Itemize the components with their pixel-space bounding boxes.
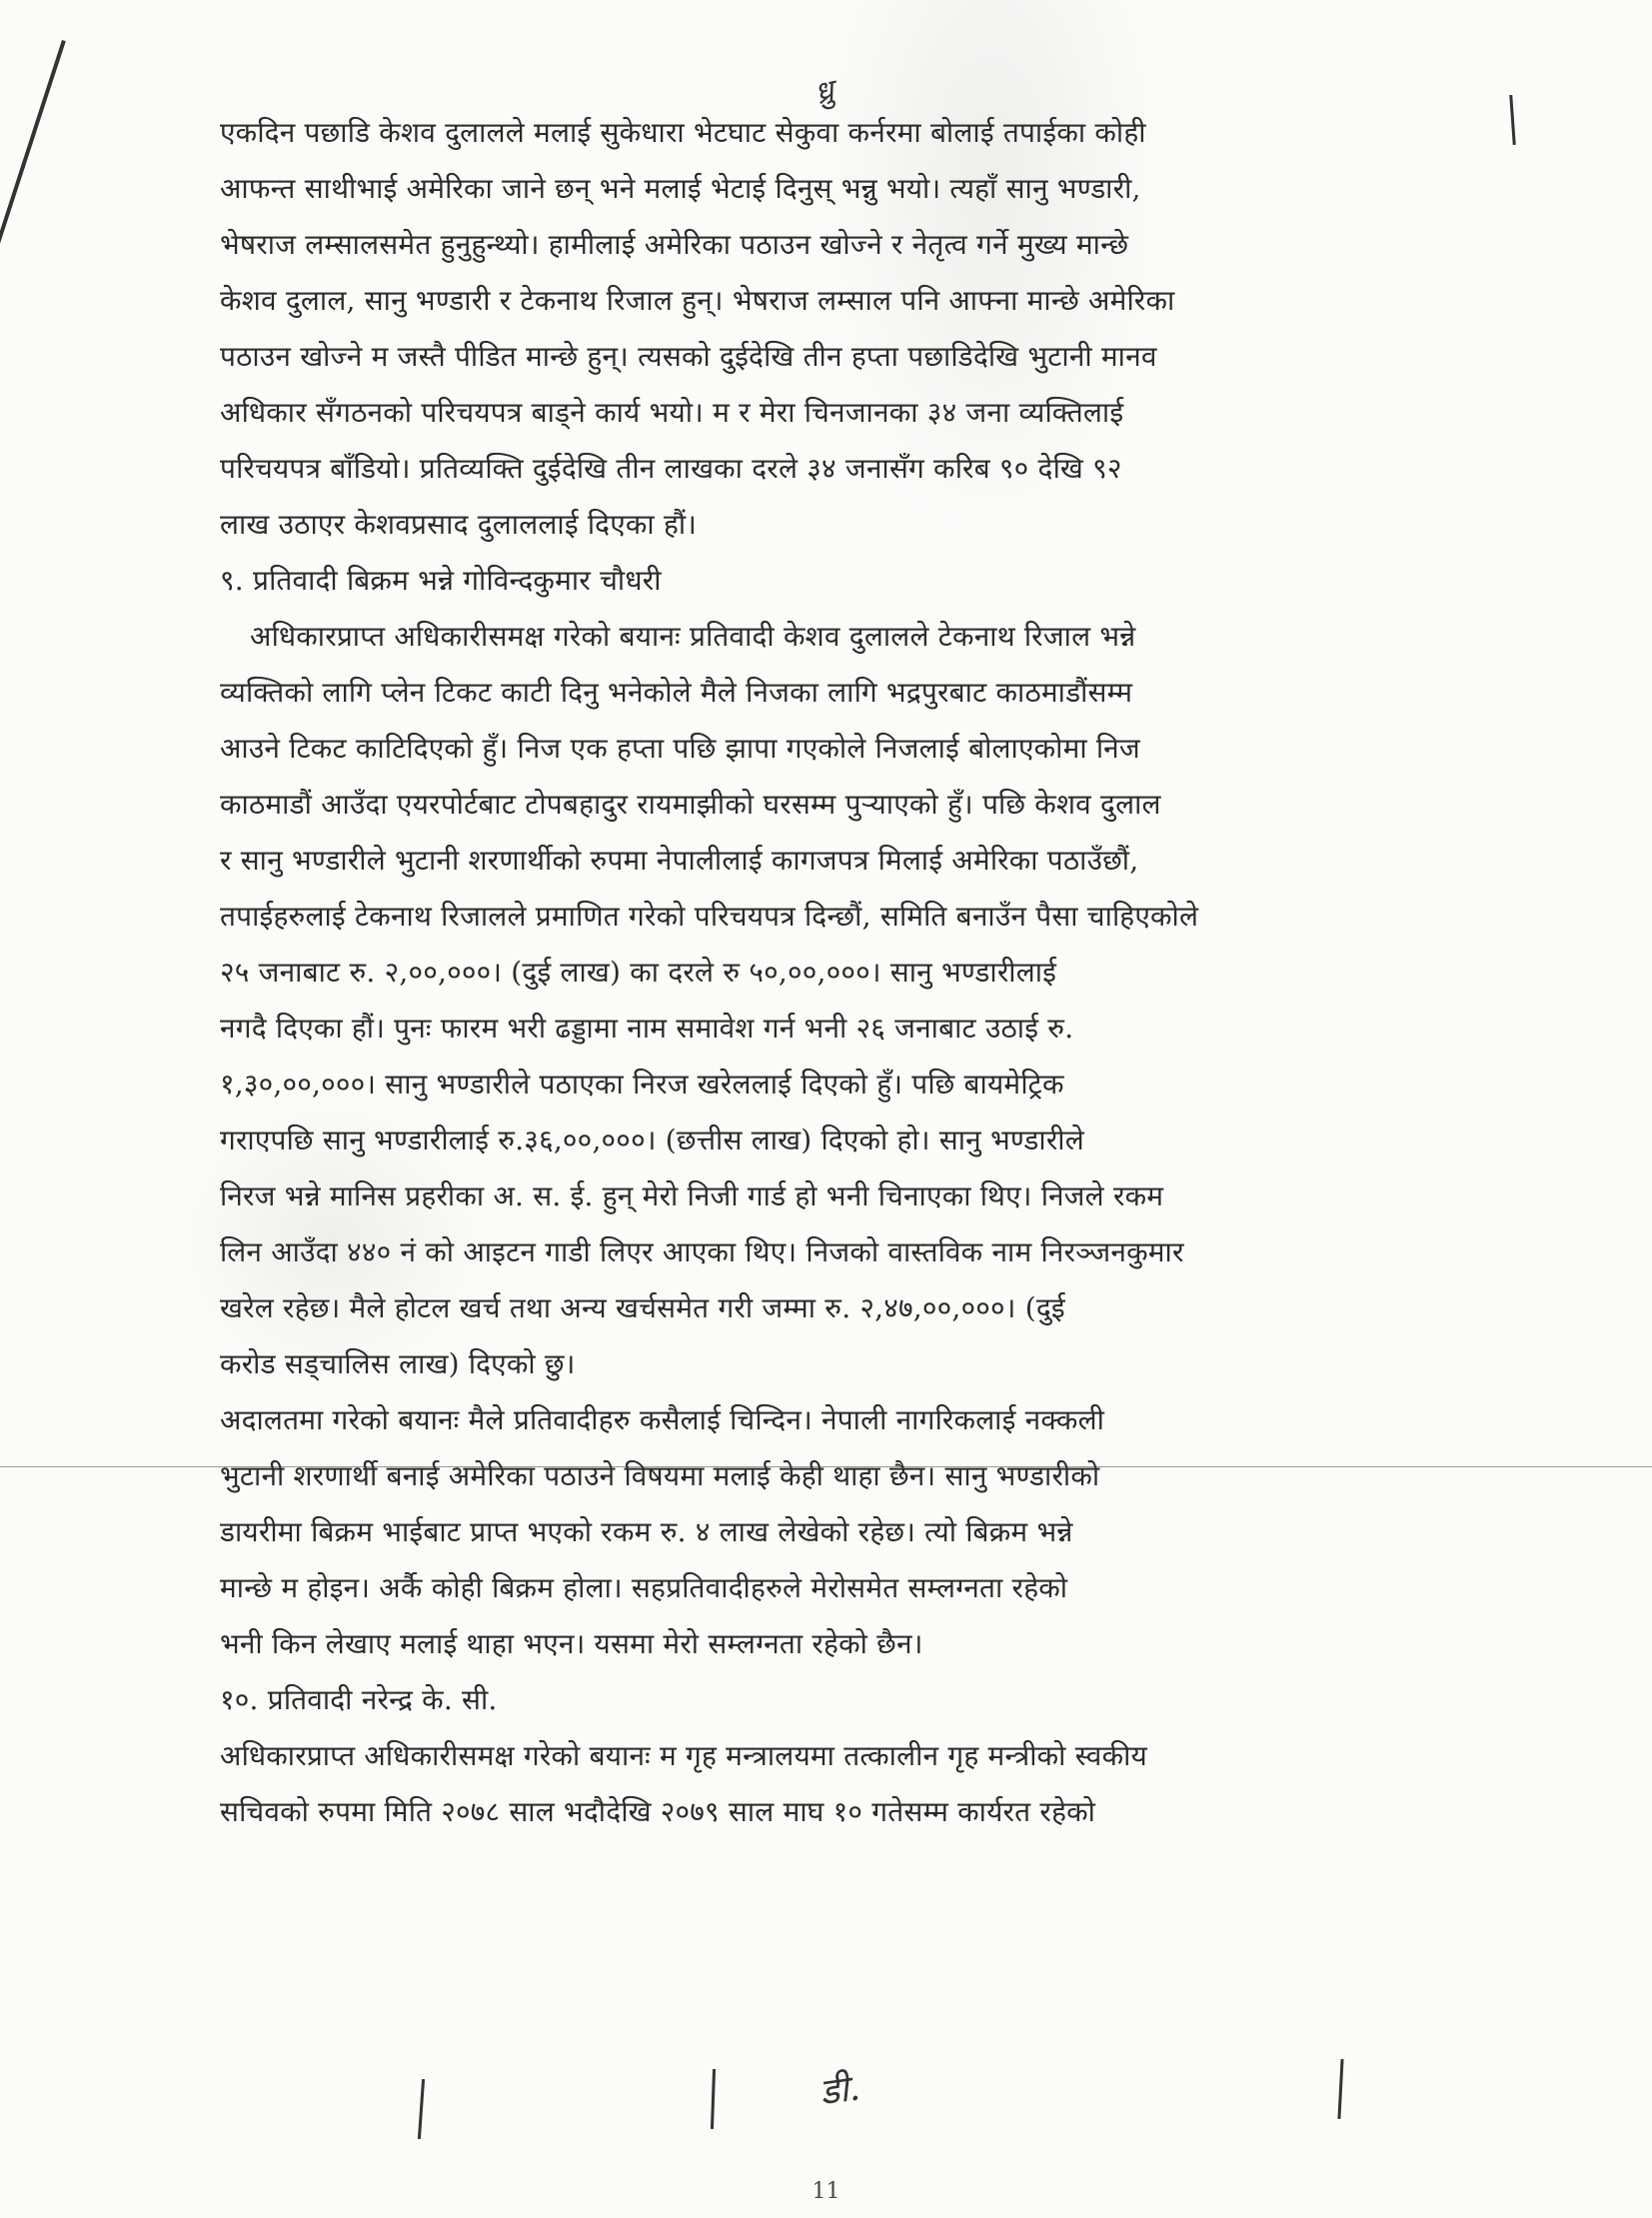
text-line: एकदिन पछाडि केशव दुलालले मलाई सुकेधारा भेटघाट सेकुवा कर्नरमा बोलाई तपाईका कोही (220, 116, 1146, 149)
text-line: नगदै दिएका हौं। पुनः फारम भरी ढड्डामा नाम समावेश गर्न भनी २६ जनाबाट उठाई रु. (220, 1012, 1074, 1045)
margin-tick-mark (1509, 95, 1515, 145)
text-line: मान्छे म होइन। अर्कै कोही बिक्रम होला। सहप्रतिवादीहरुले मेरोसमेत सम्लग्नता रहेको (220, 1571, 1068, 1604)
margin-tick-mark (711, 2069, 716, 2129)
text-line: आउने टिकट काटिदिएको हुँ। निज एक हप्ता पछि झापा गएकोले निजलाई बोलाएकोमा निज (220, 732, 1140, 765)
text-line: केशव दुलाल, सानु भण्डारी र टेकनाथ रिजाल हुन्। भेषराज लम्साल पनि आफ्ना मान्छे अमेरिका (220, 284, 1175, 317)
text-line: लाख उठाएर केशवप्रसाद दुलाललाई दिएका हौं। (220, 508, 698, 541)
text-line: अधिकार सँगठनको परिचयपत्र बाड्ने कार्य भयो। म र मेरा चिनजानका ३४ जना व्यक्तिलाई (220, 396, 1124, 429)
text-line: डायरीमा बिक्रम भाईबाट प्राप्त भएको रकम रु. ४ लाख लेखेको रहेछ। त्यो बिक्रम भन्ने (220, 1515, 1073, 1548)
text-line: लिन आउँदा ४४० नं को आइटन गाडी लिएर आएका थिए। निजको वास्तविक नाम निरञ्जनकुमार (220, 1235, 1184, 1268)
document-body (220, 105, 1429, 1840)
text-line: भुटानी शरणार्थी बनाई अमेरिका पठाउने विषयमा मलाई केही थाहा छैन। सानु भण्डारीको (220, 1459, 1100, 1492)
text-line: अदालतमा गरेको बयानः मैले प्रतिवादीहरु कसैलाई चिन्दिन। नेपाली नागरिकलाई नक्कली (220, 1403, 1105, 1436)
text-line: व्यक्तिको लागि प्लेन टिकट काटी दिनु भनेकोले मैले निजका लागि भद्रपुरबाट काठमाडौंसम्म (220, 676, 1133, 709)
text-line: तपाईहरुलाई टेकनाथ रिजालले प्रमाणित गरेको परिचयपत्र दिन्छौं, समिति बनाउँन पैसा चाहिएकोले (220, 900, 1199, 933)
section-heading: ९. प्रतिवादी बिक्रम भन्ने गोविन्दकुमार चौधरी (220, 564, 662, 597)
text-line: काठमाडौं आउँदा एयरपोर्टबाट टोपबहादुर रायमाझीको घरसम्म पुर्‍याएको हुँ। पछि केशव दुलाल (220, 788, 1161, 821)
text-line: र सानु भण्डारीले भुटानी शरणार्थीको रुपमा नेपालीलाई कागजपत्र मिलाई अमेरिका पठाउँछौं, (220, 844, 1139, 877)
text-line: अधिकारप्राप्त अधिकारीसमक्ष गरेको बयानः म गृह मन्त्रालयमा तत्कालीन गृह मन्त्रीको स्वकीय (220, 1739, 1147, 1772)
text-line: अधिकारप्राप्त अधिकारीसमक्ष गरेको बयानः प्रतिवादी केशव दुलालले टेकनाथ रिजाल भन्ने (250, 620, 1136, 653)
section-heading: १०. प्रतिवादी नरेन्द्र के. सी. (220, 1683, 498, 1716)
margin-tick-mark (418, 2079, 425, 2139)
text-line: भनी किन लेखाए मलाई थाहा भएन। यसमा मेरो सम्लग्नता रहेको छैन। (220, 1627, 923, 1660)
text-line: पठाउन खोज्ने म जस्तै पीडित मान्छे हुन्। त्यसको दुईदेखि तीन हप्ता पछाडिदेखि भुटानी मानव (220, 340, 1157, 373)
text-line: भेषराज लम्सालसमेत हुनुहुन्थ्यो। हामीलाई अमेरिका पठाउन खोज्ने र नेतृत्व गर्ने मुख्य मान्छे (220, 228, 1129, 261)
margin-tick-mark (1337, 2059, 1343, 2119)
text-line: खरेल रहेछ। मैले होटल खर्च तथा अन्य खर्चसमेत गरी जम्मा रु. २,४७,००,०००। (दुई (220, 1291, 1065, 1324)
text-line: गराएपछि सानु भण्डारीलाई रु.३६,००,०००। (छत्तीस लाख) दिएको हो। सानु भण्डारीले (220, 1123, 1084, 1156)
text-line: १,३०,००,०००। सानु भण्डारीले पठाएका निरज खरेललाई दिएको हुँ। पछि बायमेट्रिक (220, 1068, 1064, 1101)
text-line: निरज भन्ने मानिस प्रहरीका अ. स. ई. हुन् मेरो निजी गार्ड हो भनी चिनाएका थिए। निजले रकम (220, 1179, 1164, 1212)
signature-mark-top: ध्रु (811, 73, 837, 112)
text-line: सचिवको रुपमा मिति २०७८ साल भदौदेखि २०७९ साल माघ १० गतेसम्म कार्यरत रहेको (220, 1795, 1096, 1828)
text-line: २५ जनाबाट रु. २,००,०००। (दुई लाख) का दरले रु ५०,००,०००। सानु भण्डारीलाई (220, 956, 1057, 989)
text-line: आफन्त साथीभाई अमेरिका जाने छन् भने मलाई भेटाई दिनुस् भन्नु भयो। त्यहाँ सानु भण्डारी, (220, 172, 1141, 205)
text-line: परिचयपत्र बाँडियो। प्रतिव्यक्ति दुईदेखि तीन लाखका दरले ३४ जनासँग करिब ९० देखि ९२ (220, 452, 1122, 485)
signature-mark-bottom: डी. (817, 2067, 862, 2114)
page-number: 11 (812, 2179, 840, 2204)
margin-line (0, 40, 66, 422)
text-line: करोड सड्चालिस लाख) दिएको छु। (220, 1347, 576, 1380)
